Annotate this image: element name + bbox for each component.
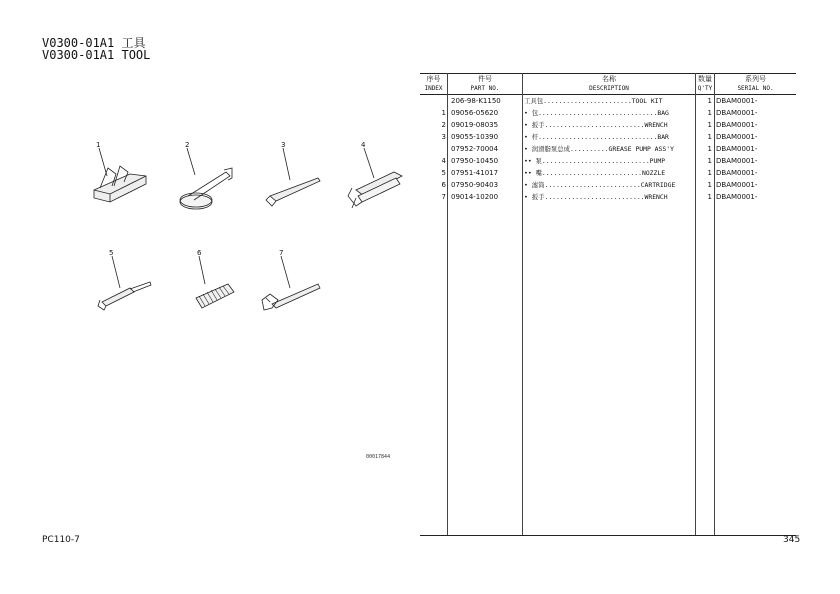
header-index: 序号 INDEX [424, 75, 443, 92]
row-description: • 润滑脂泵总成..........GREASE PUMP ASS'Y [524, 145, 674, 153]
row-index: 7 [441, 193, 446, 201]
row-qty: 1 [707, 157, 712, 165]
callout-6: 6 [197, 249, 202, 257]
row-serial: DBAM0001- [716, 181, 758, 189]
row-serial: DBAM0001- [716, 169, 758, 177]
row-qty: 1 [707, 193, 712, 201]
cartridge-drawing [196, 284, 234, 308]
row-qty: 1 [707, 181, 712, 189]
row-index: 6 [441, 181, 446, 189]
nozzle-drawing [98, 282, 151, 310]
row-part-no: 09055-10390 [451, 133, 499, 141]
row-index: 4 [441, 157, 446, 165]
row-part-no: 206-98-K1150 [451, 97, 501, 105]
row-index: 2 [441, 121, 446, 129]
row-part-no: 09019-08035 [451, 121, 499, 129]
row-serial: DBAM0001- [716, 157, 758, 165]
row-serial: DBAM0001- [716, 97, 758, 105]
header-qty: 数量 Q'TY [697, 75, 713, 92]
row-part-no: 07951-41017 [451, 169, 499, 177]
table-bottom-rule [420, 535, 796, 536]
callout-line-4 [364, 148, 374, 178]
callout-line-7 [281, 256, 290, 288]
page-title-en: V0300-01A1 TOOL [42, 48, 151, 62]
row-serial: DBAM0001- [716, 133, 758, 141]
row-description: • 扳手..........................WRENCH [524, 121, 668, 129]
wrench-drawing [180, 168, 232, 209]
row-description: •• 泵............................PUMP [524, 157, 666, 165]
row-description: • 滤筒.........................CARTRIDGE [524, 181, 676, 189]
model-number: PC110-7 [42, 535, 80, 545]
table-row [420, 143, 796, 155]
row-qty: 1 [707, 169, 712, 177]
callout-1: 1 [96, 141, 101, 149]
page-number: 345 [783, 535, 801, 545]
table-row [420, 107, 796, 119]
row-qty: 1 [707, 97, 712, 105]
row-part-no: 07950-90403 [451, 181, 499, 189]
header-part-no: 件号 PART NO. [470, 75, 500, 92]
callout-line-1 [99, 148, 107, 176]
row-part-no: 07950-10450 [451, 157, 499, 165]
row-serial: DBAM0001- [716, 145, 758, 153]
row-part-no: 07952-70004 [451, 145, 499, 153]
table-row [420, 131, 796, 143]
tool-kit-illustration [0, 0, 420, 480]
row-qty: 1 [707, 145, 712, 153]
bar-drawing [266, 178, 320, 206]
callout-2: 2 [185, 141, 190, 149]
callout-3: 3 [281, 141, 286, 149]
table-top-rule [420, 73, 796, 74]
grease-pump-drawing [348, 172, 402, 208]
callout-line-2 [187, 148, 195, 175]
row-index: 1 [441, 109, 446, 117]
callout-4: 4 [361, 141, 366, 149]
row-serial: DBAM0001- [716, 193, 758, 201]
callout-line-5 [112, 256, 120, 288]
drawing-code: 00017844 [366, 454, 391, 460]
row-description: • 扳手..........................WRENCH [524, 193, 668, 201]
row-part-no: 09056-05620 [451, 109, 499, 117]
row-index: 5 [441, 169, 446, 177]
row-qty: 1 [707, 133, 712, 141]
row-serial: DBAM0001- [716, 109, 758, 117]
callout-7: 7 [279, 249, 284, 257]
table-row [420, 119, 796, 131]
row-index: 3 [441, 133, 446, 141]
row-description: • 杆...............................BAR [524, 133, 669, 141]
row-qty: 1 [707, 109, 712, 117]
page-title-cn: V0300-01A1 工具 [42, 36, 146, 50]
callout-5: 5 [109, 249, 114, 257]
header-serial: 系列号 SERIAL NO. [737, 75, 774, 92]
table-row [420, 191, 796, 203]
header-description: 名称 DESCRIPTION [589, 75, 629, 92]
adjustable-wrench-drawing [262, 284, 320, 310]
table-row [420, 179, 796, 191]
callout-line-3 [283, 148, 290, 180]
row-qty: 1 [707, 121, 712, 129]
row-description: 工具包.......................TOOL KIT [524, 97, 663, 105]
table-row [420, 167, 796, 179]
row-serial: DBAM0001- [716, 121, 758, 129]
table-row [420, 155, 796, 167]
bag-drawing [94, 166, 146, 202]
row-description: • 包...............................BAG [524, 109, 669, 117]
row-part-no: 09014-10200 [451, 193, 499, 201]
callout-line-6 [199, 256, 205, 284]
row-description: •• 嘴..........................NOZZLE [524, 169, 666, 177]
table-row [420, 95, 796, 107]
